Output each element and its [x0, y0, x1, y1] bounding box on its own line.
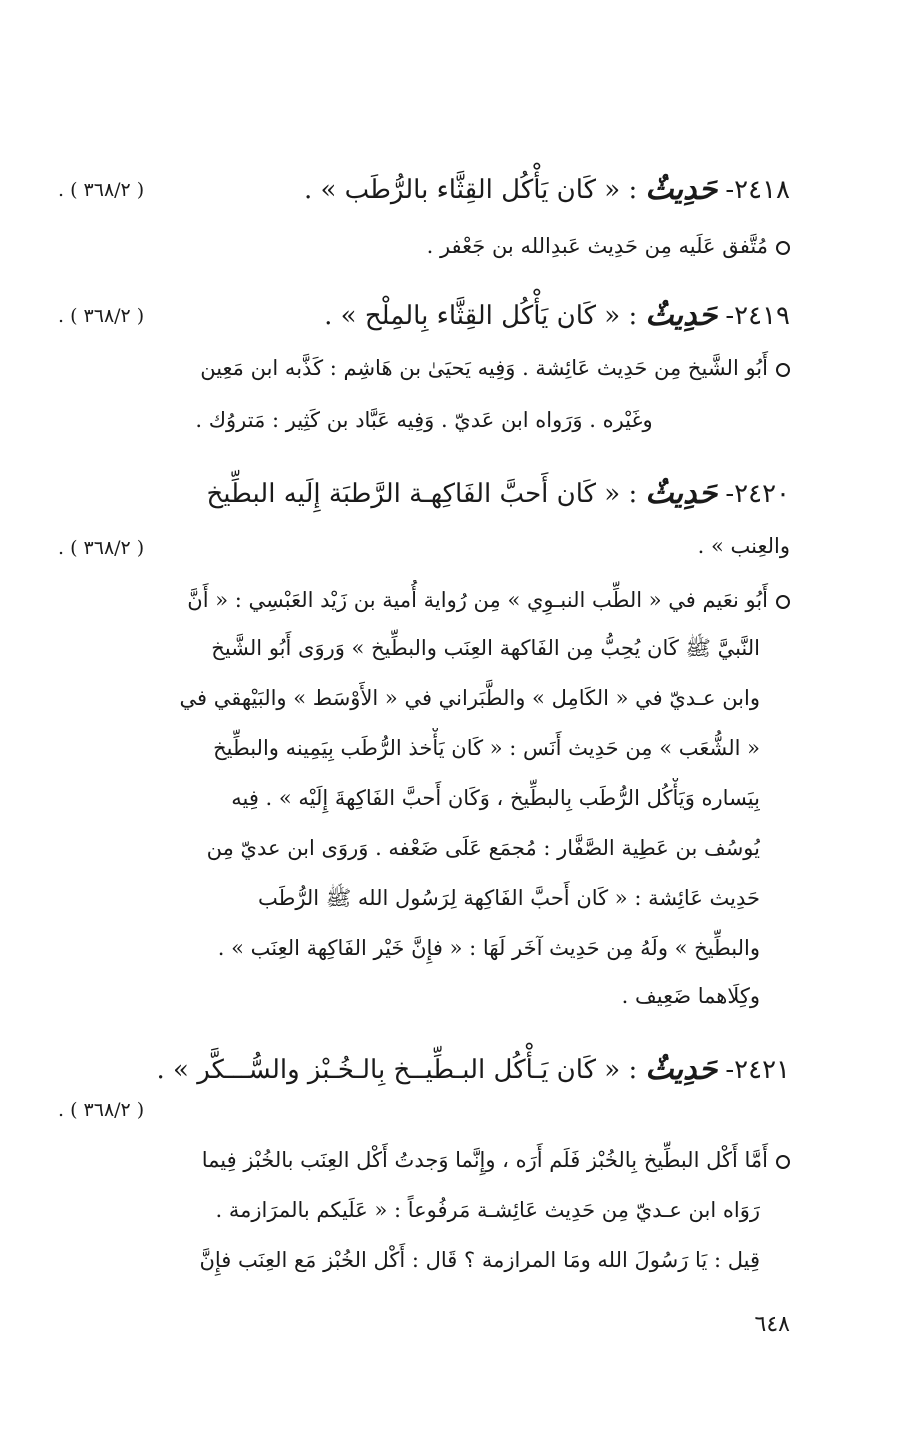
- commentary-line: يُوسُف بن عَطِية الصَّفَّار : مُجمَع عَلَى ضَعْفه . وَروَى ابن عديّ مِن: [206, 836, 760, 860]
- bullet-circle-icon: [776, 241, 790, 255]
- hadith-text: : « كَان يَأْكُل القِثَّاء بِالمِلْح » .: [324, 301, 638, 331]
- hadith-text: : « كَان يَأْكُل القِثَّاء بالرُّطَب » .: [303, 175, 638, 205]
- hadith-word: حَدِيثٌ: [645, 1052, 718, 1087]
- bullet-circle-icon: [776, 363, 790, 377]
- bullet-circle-icon: [776, 1155, 790, 1169]
- commentary-line: وغَيْره . وَرَواه ابن عَديّ . وَفِيه عَبَّاد بن كَثِير : مَتروُك .: [195, 408, 653, 432]
- commentary-line: النَّبيَّ ﷺ كَان يُحِبُّ مِن الفَاكهة العِنَب والبطِّيخ » وَروَى أَبُو الشَّيخ: [211, 636, 760, 660]
- hadith-word: حَدِيثٌ: [645, 298, 718, 333]
- entry-number: ٢٤١٩-: [725, 301, 790, 331]
- entry-heading: [58, 1046, 790, 1094]
- hadith-word: حَدِيثٌ: [645, 172, 718, 207]
- commentary-line: « الشُّعَب » مِن حَدِيث أَنَس : « كَان يَأْخذ الرُّطَب بِيَمِينه والبطِّيخ: [213, 736, 760, 760]
- hadith-text-continued: والعِنب » .: [697, 534, 790, 558]
- commentary-line: حَدِيث عَائِشة : « كَان أَحبَّ الفَاكِهة لِرَسُول الله ﷺ الرُّطَب: [257, 886, 760, 910]
- commentary-line: وكِلَاهما ضَعِيف .: [621, 984, 760, 1008]
- volume-reference: ( ٣٦٨/٢ ) .: [58, 1099, 145, 1121]
- entry-number: ٢٤٢١-: [725, 1055, 790, 1085]
- document-page: [58, 0, 790, 1441]
- commentary-line: رَوَاه ابن عـديّ مِن حَدِيث عَائِشـة مَرفُوعاً : « عَلَيكم بالمرَازمة .: [215, 1198, 760, 1222]
- volume-reference: ( ٣٦٨/٢ ) .: [58, 305, 145, 327]
- bullet-circle-icon: [776, 595, 790, 609]
- volume-reference: ( ٣٦٨/٢ ) .: [58, 537, 145, 559]
- entry-number: ٢٤١٨-: [725, 175, 790, 205]
- entry-heading: [58, 292, 790, 340]
- hadith-text: : « كَان أَحبَّ الفَاكِهـة الرَّطبَة إِلَيه البطِّيخ: [206, 479, 638, 509]
- volume-reference: ( ٣٦٨/٢ ) .: [58, 179, 145, 201]
- hadith-word: حَدِيثٌ: [645, 476, 718, 511]
- entry-heading: [58, 470, 790, 518]
- commentary-line: قِيل : يَا رَسُولَ الله ومَا المرازمة ؟ قَال : أَكْل الخُبْز مَع العِنَب فإِنَّ: [199, 1248, 760, 1272]
- commentary-line: أَبُو نعَيم في « الطِّب النبـوِي » مِن رُواية أُمية بن زَيْد العَبْسِي : « أَنَّ: [58, 580, 790, 620]
- commentary-line: والبطِّيخ » ولَهُ مِن حَدِيث آخَر لَهَا : « فإِنَّ خَيْر الفَاكِهة العِنَب » .: [217, 936, 760, 960]
- commentary-line: وابن عـديّ في « الكَامِل » والطَّبَراني في « الأَوْسَط » والبَيْهقي في: [179, 686, 760, 710]
- commentary-line: أَمَّا أَكْل البطِّيخ بِالخُبْز فَلَم أَرَه ، وإِنَّما وَجدتُ أَكْل العِنَب بالخُبْز فِيما: [58, 1140, 790, 1180]
- page-number: ٦٤٨: [754, 1312, 790, 1337]
- entry-number: ٢٤٢٠-: [725, 479, 790, 509]
- commentary-line: بِيَساره وَيَأْكُل الرُّطَب بِالبطِّيخ ، وَكَان أَحبَّ الفَاكِهةَ إِلَيْه » . فِيه: [231, 786, 760, 810]
- commentary-line: مُتَّفق عَلَيه مِن حَدِيث عَبدِالله بن جَعْفر .: [58, 226, 790, 266]
- entry-heading: [58, 166, 790, 214]
- commentary-line: أَبُو الشَّيخ مِن حَدِيث عَائِشة . وَفِيه يَحيَىٰ بن هَاشِم : كَذَّبه ابن مَعِين: [58, 348, 790, 388]
- hadith-text: : « كَان يَـأْكُل البـطِّيــخ بِالـخُـبْز والسُّـــكَّر » .: [156, 1055, 638, 1085]
